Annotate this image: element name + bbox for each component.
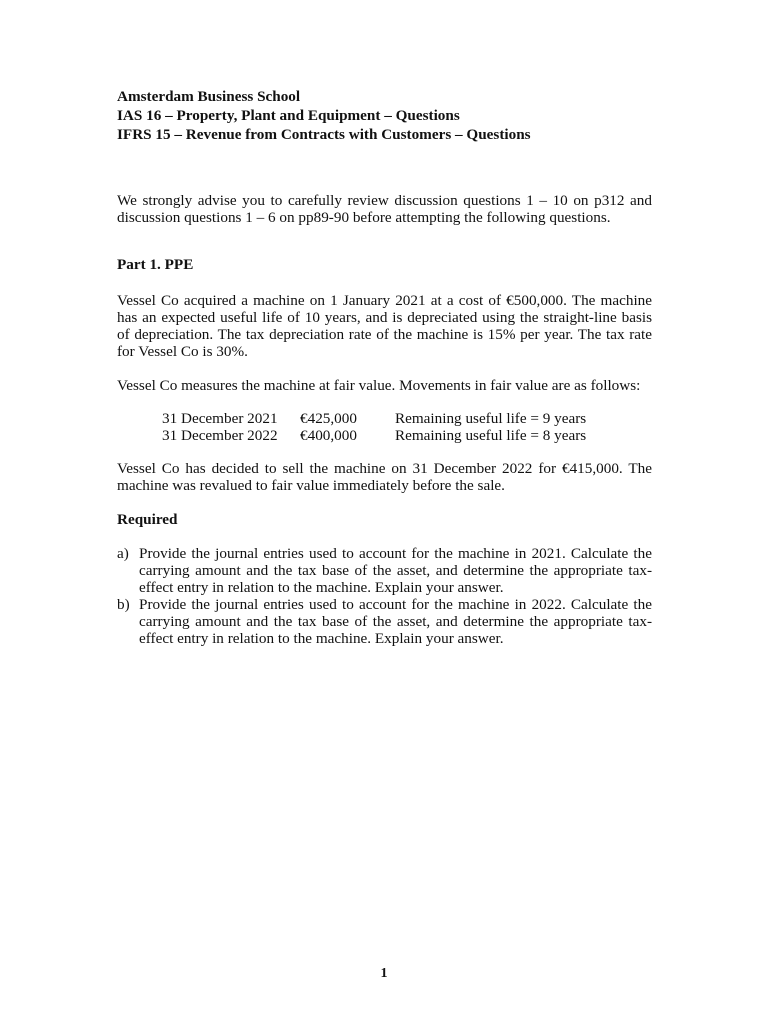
ias16-title: IAS 16 – Property, Plant and Equipment – Questions xyxy=(117,107,460,124)
fair-value-date: 31 December 2022 xyxy=(162,427,278,444)
part1-paragraph-2: Vessel Co measures the machine at fair value. Movements in fair value are as follows: xyxy=(117,377,641,394)
list-item xyxy=(117,545,652,596)
document-page xyxy=(117,87,652,647)
list-item-text: Provide the journal entries used to account for the machine in 2021. Calculate the carrying amount and the tax base of the asset, and determine the appropriate tax-effect entry in relation to the machine. Explain your answer. xyxy=(139,545,652,596)
fair-value-amount: €425,000 xyxy=(300,410,357,427)
fair-value-date: 31 December 2021 xyxy=(162,410,278,427)
intro-paragraph: We strongly advise you to carefully review discussion questions 1 – 10 on p312 and discussion questions 1 – 6 on pp89-90 before attempting the following questions. xyxy=(117,192,652,226)
remaining-useful-life: Remaining useful life = 8 years xyxy=(395,427,587,444)
school-name: Amsterdam Business School xyxy=(117,88,301,105)
list-item xyxy=(117,596,652,647)
page-number: 1 xyxy=(380,966,388,981)
table-row xyxy=(162,427,586,444)
fair-value-table xyxy=(162,410,586,444)
part1-title: Part 1. PPE xyxy=(117,256,194,273)
list-item-text: Provide the journal entries used to account for the machine in 2022. Calculate the carrying amount and the tax base of the asset, and determine the appropriate tax-effect entry in relation to the machine. Explain your answer. xyxy=(139,596,652,647)
table-row xyxy=(162,410,586,427)
list-marker: b) xyxy=(117,596,130,613)
remaining-useful-life: Remaining useful life = 9 years xyxy=(395,410,587,427)
part1-paragraph-1: Vessel Co acquired a machine on 1 January 2021 at a cost of €500,000. The machine has an expected useful life of 10 years, and is depreciated using the straight-line basis of depreciation. The tax depreciation rate of the machine is 15% per year. The tax rate for Vessel Co is 30%. xyxy=(117,292,652,360)
required-heading: Required xyxy=(117,511,178,528)
fair-value-amount: €400,000 xyxy=(300,427,357,444)
ifrs15-title: IFRS 15 – Revenue from Contracts with Customers – Questions xyxy=(117,126,531,143)
document-header xyxy=(117,87,652,144)
required-list xyxy=(117,545,652,647)
list-marker: a) xyxy=(117,545,129,562)
part1-paragraph-3: Vessel Co has decided to sell the machine on 31 December 2022 for €415,000. The machine was revalued to fair value immediately before the sale. xyxy=(117,460,652,494)
